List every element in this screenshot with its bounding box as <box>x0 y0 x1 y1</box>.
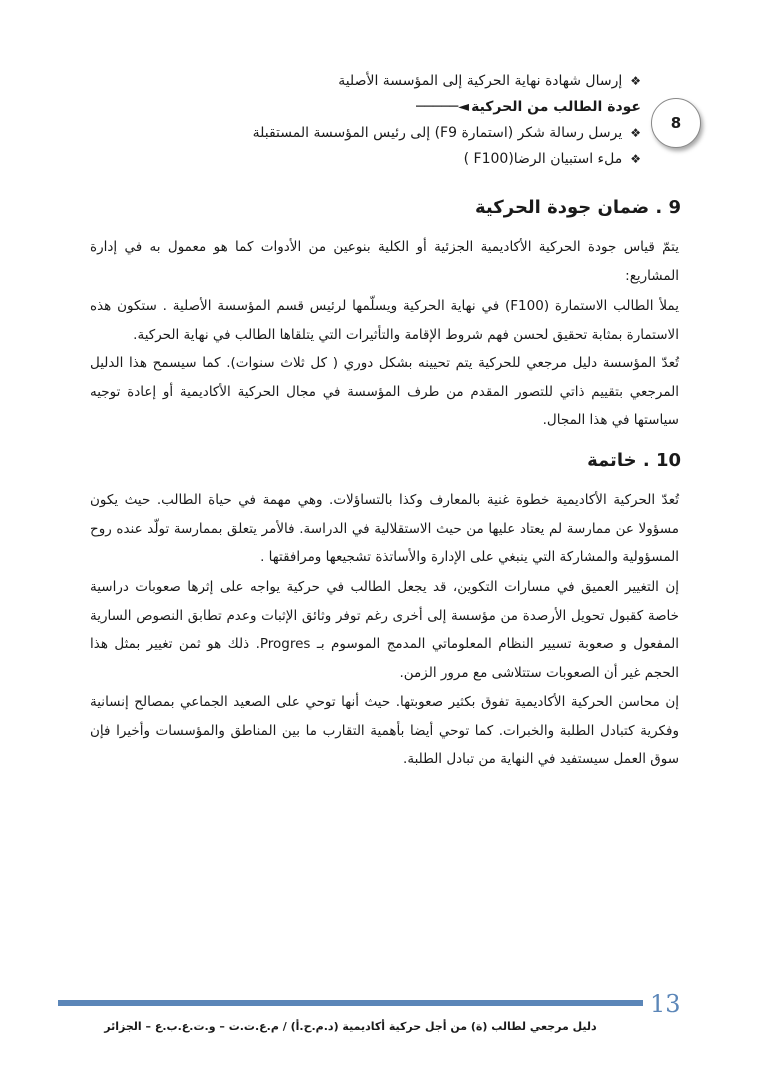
section-9-paragraph-2: يملأ الطالب الاستمارة (F100) في نهاية الحركية ويسلّمها لرئيس قسم المؤسسة الأصلية . ستكون هذه الاستمارة بمثابة تحقيق لحسن فهم شروط الإقامة والتأثيرات التي يتلقاها الطالب في نهاية الحركية. <box>90 298 679 343</box>
step-bullets <box>121 68 641 172</box>
section-9-paragraph-1: يتمّ قياس جودة الحركية الأكاديمية الجزئية أو الكلية بنوعين من الأدوات كما هو معمول به في إدارة المشاريع: <box>90 239 679 284</box>
section-10-paragraph-2: إن التغيير العميق في مسارات التكوين، قد يجعل الطالب في حركية يواجه على إثرها صعوبات دراسية خاصة كقبول تحويل الأرصدة من مؤسسة إلى أخرى رغم توفر وثائق الإثبات وعدم تطابق النصوص السارية المفعول و صعوبة تسيير النظام المعلوماتي المدمج الموسوم بـ Progres. ذلك هو ثمن تغيير بمثل هذا الحجم غير أن الصعوبات ستتلاشى مع مرور الزمن. <box>90 579 679 681</box>
section-9-heading: 9 . ضمان جودة الحركية <box>475 197 681 218</box>
footer-divider <box>58 1000 643 1006</box>
diamond-bullet-icon: ❖ <box>630 126 641 140</box>
step-number-badge: 8 <box>651 98 701 148</box>
section-9-paragraph-3: تُعدّ المؤسسة دليل مرجعي للحركية يتم تحيينه بشكل دوري ( كل ثلاث سنوات). كما سيسمح هذا الدليل المرجعي بتقييم ذاتي للتصور المقدم من طرف المؤسسة في مجال الحركية الأكاديمية أو إعادة توجيه سياستها في هذا المجال. <box>90 355 679 428</box>
diamond-bullet-icon: ❖ <box>630 152 641 166</box>
list-item: ❖إرسال شهادة نهاية الحركية إلى المؤسسة الأصلية <box>338 73 641 89</box>
section-10-paragraph-1: تُعدّ الحركية الأكاديمية خطوة غنية بالمعارف وكذا بالتساؤلات. وهي مهمة في حياة الطالب. حيث يكون مسؤولا عن ممارسة لم يعتاد عليها من حيث الاستقلالية في الدراسة. فالأمر يتعلق بممارسة تولّد عنده روح المسؤولية والمشاركة التي ينبغي على الإدارة والأساتذة تشجيعها ومرافقتها . <box>90 492 679 565</box>
left-arrow-icon: ◄───── <box>416 99 470 115</box>
diamond-bullet-icon: ❖ <box>630 74 641 88</box>
section-10-paragraph-3: إن محاسن الحركية الأكاديمية تفوق بكثير صعوبتها. حيث أنها توحي على الصعيد الجماعي بمصالح إنسانية وفكرية كتبادل الطلبة والخبرات. كما توحي أيضا بأهمية التقارب ما بين المناطق والمؤسسات وأخيرا فإن سوق العمل سيستفيد في النهاية من تبادل الطلبة. <box>90 694 679 767</box>
footer-caption: دليل مرجعي لطالب (ة) من أجل حركية أكاديمية (د.م.ح.أ) / م.ع.ت.ت – و.ت.ع.ب.ع – الجزائر <box>104 1020 597 1033</box>
page-number: 13 <box>650 990 681 1018</box>
step-8-title: عودة الطالب من الحركية◄───── <box>416 99 641 115</box>
list-item: ❖ملء استبيان الرضا(F100 ) <box>463 151 641 167</box>
list-item: ❖يرسل رسالة شكر (استمارة F9) إلى رئيس المؤسسة المستقبلة <box>252 125 641 141</box>
section-10-heading: 10 . خاتمة <box>587 450 681 471</box>
